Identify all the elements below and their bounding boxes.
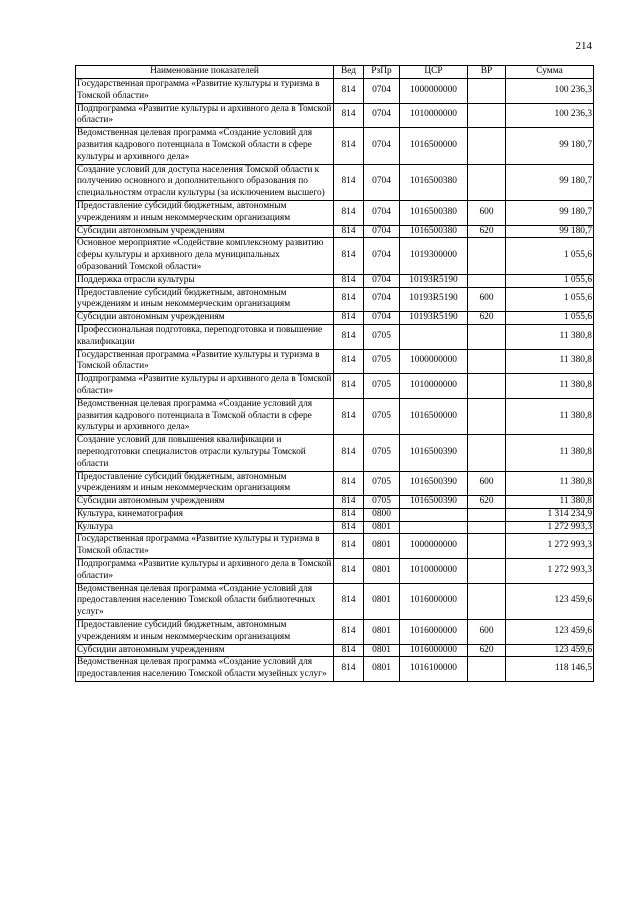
cell-csr: 1000000000	[400, 79, 468, 104]
table-row	[76, 274, 594, 287]
cell-csr: 10193R5190	[400, 287, 468, 312]
cell-name: Предоставление субсидий бюджетным, автономным учреждениям и иным некоммерческим организациям	[76, 471, 334, 496]
column-header-sum: Сумма	[506, 66, 594, 79]
cell-rzpr: 0705	[364, 398, 400, 434]
cell-vr: 620	[468, 312, 506, 325]
cell-rzpr: 0704	[364, 225, 400, 238]
cell-name: Подпрограмма «Развитие культуры и архивного дела в Томской области»	[76, 374, 334, 399]
cell-name: Подпрограмма «Развитие культуры и архивного дела в Томской области»	[76, 559, 334, 584]
cell-sum: 100 236,3	[506, 103, 594, 128]
table-row	[76, 398, 594, 434]
cell-vr	[468, 398, 506, 434]
cell-name: Основное мероприятие «Содействие комплексному развитию сферы культуры и архивного дела муниципальных образований Томской области»	[76, 238, 334, 274]
cell-sum: 1 272 993,3	[506, 521, 594, 534]
cell-name: Предоставление субсидий бюджетным, автономным учреждениям и иным некоммерческим организациям	[76, 620, 334, 645]
cell-vr	[468, 374, 506, 399]
table-row	[76, 521, 594, 534]
cell-rzpr: 0704	[364, 274, 400, 287]
table-body	[76, 79, 594, 682]
cell-csr: 10193R5190	[400, 274, 468, 287]
page-number: 214	[575, 40, 592, 52]
table-row	[76, 128, 594, 164]
cell-sum: 123 459,6	[506, 620, 594, 645]
cell-vr	[468, 349, 506, 374]
cell-sum: 11 380,8	[506, 324, 594, 349]
cell-sum: 1 055,6	[506, 274, 594, 287]
cell-csr: 10193R5190	[400, 312, 468, 325]
cell-csr: 1019300000	[400, 238, 468, 274]
cell-name: Субсидии автономным учреждениям	[76, 644, 334, 657]
cell-sum: 123 459,6	[506, 644, 594, 657]
cell-vr	[468, 583, 506, 619]
column-header-ved: Вед	[334, 66, 364, 79]
cell-rzpr: 0801	[364, 644, 400, 657]
cell-csr: 1016500390	[400, 435, 468, 471]
cell-sum: 123 459,6	[506, 583, 594, 619]
cell-ved: 814	[334, 238, 364, 274]
cell-csr	[400, 508, 468, 521]
cell-name: Предоставление субсидий бюджетным, автономным учреждениям и иным некоммерческим организациям	[76, 287, 334, 312]
cell-csr: 1016500380	[400, 200, 468, 225]
cell-rzpr: 0801	[364, 620, 400, 645]
cell-vr	[468, 103, 506, 128]
cell-vr	[468, 238, 506, 274]
cell-ved: 814	[334, 374, 364, 399]
table-row	[76, 374, 594, 399]
cell-ved: 814	[334, 79, 364, 104]
cell-rzpr: 0704	[364, 200, 400, 225]
cell-sum: 1 055,6	[506, 287, 594, 312]
cell-ved: 814	[334, 103, 364, 128]
cell-sum: 11 380,8	[506, 374, 594, 399]
cell-csr	[400, 324, 468, 349]
cell-name: Поддержка отрасли культуры	[76, 274, 334, 287]
cell-rzpr: 0704	[364, 238, 400, 274]
cell-rzpr: 0705	[364, 374, 400, 399]
cell-vr	[468, 657, 506, 682]
cell-rzpr: 0705	[364, 435, 400, 471]
cell-rzpr: 0704	[364, 312, 400, 325]
cell-name: Ведомственная целевая программа «Создание условий для развития кадрового потенциала в Томской области в сфере культуры и архивного дела»	[76, 128, 334, 164]
cell-vr	[468, 128, 506, 164]
table-row	[76, 103, 594, 128]
cell-rzpr: 0704	[364, 164, 400, 200]
cell-name: Ведомственная целевая программа «Создание условий для предоставления населению Томской области музейных услуг»	[76, 657, 334, 682]
cell-ved: 814	[334, 128, 364, 164]
cell-csr: 1000000000	[400, 534, 468, 559]
cell-sum: 100 236,3	[506, 79, 594, 104]
cell-ved: 814	[334, 521, 364, 534]
cell-csr: 1010000000	[400, 374, 468, 399]
cell-ved: 814	[334, 312, 364, 325]
cell-vr: 600	[468, 287, 506, 312]
cell-ved: 814	[334, 287, 364, 312]
cell-name: Государственная программа «Развитие культуры и туризма в Томской области»	[76, 79, 334, 104]
table-row	[76, 644, 594, 657]
table-row	[76, 312, 594, 325]
cell-ved: 814	[334, 471, 364, 496]
cell-csr: 1016000000	[400, 644, 468, 657]
table-row	[76, 657, 594, 682]
column-header-rzpr: РзПр	[364, 66, 400, 79]
table-row	[76, 200, 594, 225]
cell-vr	[468, 559, 506, 584]
cell-vr	[468, 534, 506, 559]
table-row	[76, 287, 594, 312]
cell-csr: 1016500390	[400, 471, 468, 496]
cell-ved: 814	[334, 225, 364, 238]
cell-ved: 814	[334, 534, 364, 559]
cell-ved: 814	[334, 620, 364, 645]
cell-sum: 118 146,5	[506, 657, 594, 682]
cell-csr: 1016500380	[400, 225, 468, 238]
cell-csr: 1010000000	[400, 103, 468, 128]
cell-rzpr: 0704	[364, 103, 400, 128]
cell-sum: 11 380,8	[506, 349, 594, 374]
cell-vr	[468, 274, 506, 287]
cell-ved: 814	[334, 324, 364, 349]
cell-csr: 1010000000	[400, 559, 468, 584]
cell-sum: 1 272 993,3	[506, 534, 594, 559]
cell-name: Профессиональная подготовка, переподготовка и повышение квалификации	[76, 324, 334, 349]
cell-ved: 814	[334, 435, 364, 471]
column-header-csr: ЦСР	[400, 66, 468, 79]
cell-ved: 814	[334, 508, 364, 521]
cell-rzpr: 0801	[364, 521, 400, 534]
cell-csr: 1016500380	[400, 164, 468, 200]
cell-csr: 1016500390	[400, 496, 468, 509]
cell-name: Государственная программа «Развитие культуры и туризма в Томской области»	[76, 349, 334, 374]
table-row	[76, 79, 594, 104]
cell-name: Субсидии автономным учреждениям	[76, 496, 334, 509]
table-row	[76, 496, 594, 509]
table-row	[76, 620, 594, 645]
cell-sum: 99 180,7	[506, 164, 594, 200]
column-header-vr: ВР	[468, 66, 506, 79]
cell-sum: 99 180,7	[506, 128, 594, 164]
cell-ved: 814	[334, 349, 364, 374]
cell-vr: 600	[468, 200, 506, 225]
cell-rzpr: 0704	[364, 287, 400, 312]
cell-csr: 1016500000	[400, 128, 468, 164]
cell-sum: 99 180,7	[506, 200, 594, 225]
cell-csr: 1016500000	[400, 398, 468, 434]
table-row	[76, 559, 594, 584]
table-row	[76, 534, 594, 559]
cell-csr	[400, 521, 468, 534]
table-row	[76, 324, 594, 349]
cell-name: Субсидии автономным учреждениям	[76, 225, 334, 238]
cell-sum: 99 180,7	[506, 225, 594, 238]
cell-ved: 814	[334, 274, 364, 287]
column-header-name: Наименование показателей	[76, 66, 334, 79]
cell-csr: 1016000000	[400, 583, 468, 619]
cell-name: Ведомственная целевая программа «Создание условий для развития кадрового потенциала в Томской области в сфере культуры и архивного дела»	[76, 398, 334, 434]
cell-vr: 600	[468, 471, 506, 496]
cell-vr: 620	[468, 496, 506, 509]
cell-rzpr: 0705	[364, 471, 400, 496]
cell-name: Создание условий для повышения квалификации и переподготовки специалистов отрасли культуры Томской области	[76, 435, 334, 471]
cell-name: Культура, кинематография	[76, 508, 334, 521]
cell-name: Субсидии автономным учреждениям	[76, 312, 334, 325]
cell-vr: 600	[468, 620, 506, 645]
table-row	[76, 508, 594, 521]
cell-vr	[468, 164, 506, 200]
cell-sum: 1 055,6	[506, 312, 594, 325]
table-row	[76, 225, 594, 238]
cell-ved: 814	[334, 496, 364, 509]
cell-sum: 1 314 234,9	[506, 508, 594, 521]
cell-rzpr: 0704	[364, 128, 400, 164]
cell-vr	[468, 508, 506, 521]
cell-ved: 814	[334, 644, 364, 657]
cell-name: Подпрограмма «Развитие культуры и архивного дела в Томской области»	[76, 103, 334, 128]
table-row	[76, 471, 594, 496]
cell-rzpr: 0705	[364, 349, 400, 374]
cell-vr	[468, 521, 506, 534]
cell-csr: 1016000000	[400, 620, 468, 645]
cell-name: Культура	[76, 521, 334, 534]
cell-sum: 11 380,8	[506, 471, 594, 496]
cell-sum: 1 272 993,3	[506, 559, 594, 584]
cell-rzpr: 0705	[364, 496, 400, 509]
cell-vr	[468, 435, 506, 471]
cell-rzpr: 0801	[364, 559, 400, 584]
table-row	[76, 435, 594, 471]
cell-ved: 814	[334, 398, 364, 434]
cell-rzpr: 0801	[364, 583, 400, 619]
cell-csr: 1016100000	[400, 657, 468, 682]
cell-vr	[468, 324, 506, 349]
table-row	[76, 349, 594, 374]
cell-ved: 814	[334, 200, 364, 225]
cell-rzpr: 0801	[364, 657, 400, 682]
table-row	[76, 164, 594, 200]
cell-name: Государственная программа «Развитие культуры и туризма в Томской области»	[76, 534, 334, 559]
cell-ved: 814	[334, 164, 364, 200]
cell-rzpr: 0801	[364, 534, 400, 559]
cell-ved: 814	[334, 657, 364, 682]
cell-vr: 620	[468, 644, 506, 657]
cell-name: Ведомственная целевая программа «Создание условий для предоставления населению Томской области библиотечных услуг»	[76, 583, 334, 619]
cell-rzpr: 0704	[364, 79, 400, 104]
table-row	[76, 238, 594, 274]
table-header-row	[76, 66, 594, 79]
cell-csr: 1000000000	[400, 349, 468, 374]
cell-name: Создание условий для доступа населения Томской области к получению основного и дополнительного образования по специальностям отрасли культуры (за исключением высшего)	[76, 164, 334, 200]
table-row	[76, 583, 594, 619]
cell-sum: 11 380,8	[506, 496, 594, 509]
cell-sum: 11 380,8	[506, 435, 594, 471]
cell-ved: 814	[334, 583, 364, 619]
cell-ved: 814	[334, 559, 364, 584]
cell-sum: 11 380,8	[506, 398, 594, 434]
cell-vr: 620	[468, 225, 506, 238]
cell-sum: 1 055,6	[506, 238, 594, 274]
cell-rzpr: 0800	[364, 508, 400, 521]
cell-name: Предоставление субсидий бюджетным, автономным учреждениям и иным некоммерческим организациям	[76, 200, 334, 225]
cell-rzpr: 0705	[364, 324, 400, 349]
budget-table	[75, 65, 594, 682]
cell-vr	[468, 79, 506, 104]
